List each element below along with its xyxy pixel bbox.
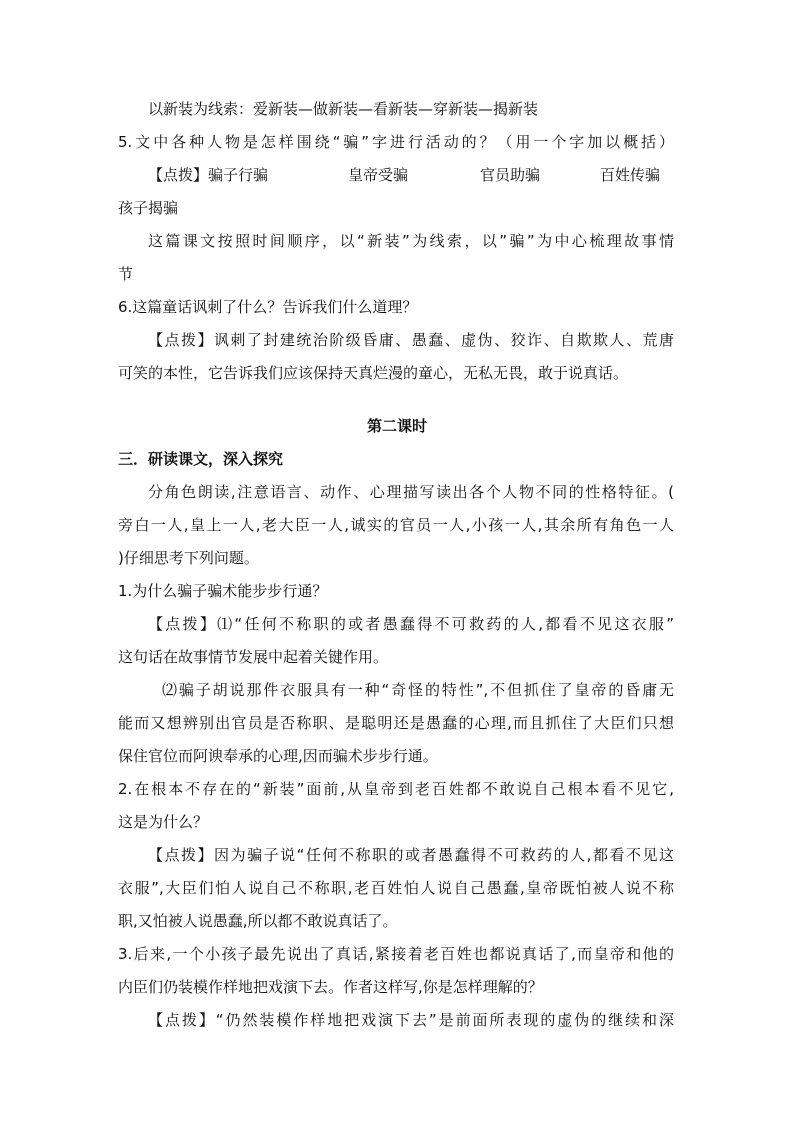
answer-segment: 【点拨】骗子行骗: [148, 166, 269, 184]
text-line: 保住官位而阿谀奉承的心理,因而骗术步步行通。: [118, 747, 438, 765]
answer-5-row: [148, 165, 708, 185]
text-line: 孩子揭骗: [118, 199, 179, 217]
section-title: 第二课时: [366, 417, 427, 435]
text-line: 这篇课文按照时间顺序，以“新装”为线索，以”骗”为中心梳理故事情: [148, 232, 674, 250]
text-line: 节: [118, 265, 134, 283]
question-6: 6.这篇童话讽刺了什么？告诉我们什么道理？: [118, 298, 418, 316]
text-line: 旁白一人,皇上一人,老大臣一人,诚实的官员一人,小孩一人,其余所有角色一人: [118, 516, 674, 534]
text-line: 职,又怕被人说愚蠢,所以都不敢说真话了。: [118, 912, 398, 930]
text-line: 内臣们仍装模作样地把戏演下去。作者这样写,你是怎样理解的？: [118, 978, 543, 996]
text-line: 【点拨】因为骗子说“任何不称职的或者愚蠢得不可救药的人,都看不见这: [148, 846, 674, 864]
text-line: )仔细思考下列问题。: [118, 549, 259, 567]
text-line: 【点拨】⑴“任何不称职的或者愚蠢得不可救药的人,都看不见这衣服”: [148, 615, 674, 633]
text-line: 可笑的本性，它告诉我们应该保持天真烂漫的童心，无私无畏，敢于说真话。: [118, 364, 629, 382]
text-line: 能而又想辨别出官员是否称职、是聪明还是愚蠢的心理,而且抓住了大臣们只想: [118, 714, 674, 732]
question-5: 5.文中各种人物是怎样围绕“骗”字进行活动的？（用一个字加以概括）: [118, 133, 674, 151]
question-1: 1.为什么骗子骗术能步步行通？: [118, 582, 328, 600]
question-2: 2.在根本不存在的“新装”面前,从皇帝到老百姓都不敢说自己根本看不见它,: [118, 780, 674, 798]
answer-segment: 皇帝受骗: [348, 166, 409, 184]
section-heading: 三．研读课文，深入探究: [118, 450, 284, 468]
question-3: 3.后来,一个小孩子最先说出了真话,紧接着老百姓也都说真话了,而皇帝和他的: [118, 945, 674, 963]
text-line: 这是为什么？: [118, 813, 209, 831]
text-line: 分角色朗读,注意语言、动作、心理描写读出各个人物不同的性格特征。(: [148, 483, 674, 501]
text-line: ⑵骗子胡说那件衣服具有一种“奇怪的特性”,不但抓住了皇帝的昏庸无: [162, 681, 674, 699]
answer-segment: 百姓传骗: [600, 166, 661, 184]
text-line: 衣服”,大臣们怕人说自己不称职,老百姓怕人说自己愚蠢,皇帝既怕被人说不称: [118, 879, 674, 897]
answer-segment: 官员助骗: [480, 166, 541, 184]
text-line: 以新装为线索：爱新装—做新装—看新装—穿新装—揭新装: [148, 100, 539, 118]
text-line: 【点拨】讽刺了封建统治阶级昏庸、愚蠢、虚伪、狡诈、自欺欺人、荒唐: [148, 331, 674, 349]
text-line: 这句话在故事情节发展中起着关键作用。: [118, 648, 389, 666]
text-line: 【点拨】“仍然装模作样地把戏演下去”是前面所表现的虚伪的继续和深: [148, 1011, 674, 1029]
